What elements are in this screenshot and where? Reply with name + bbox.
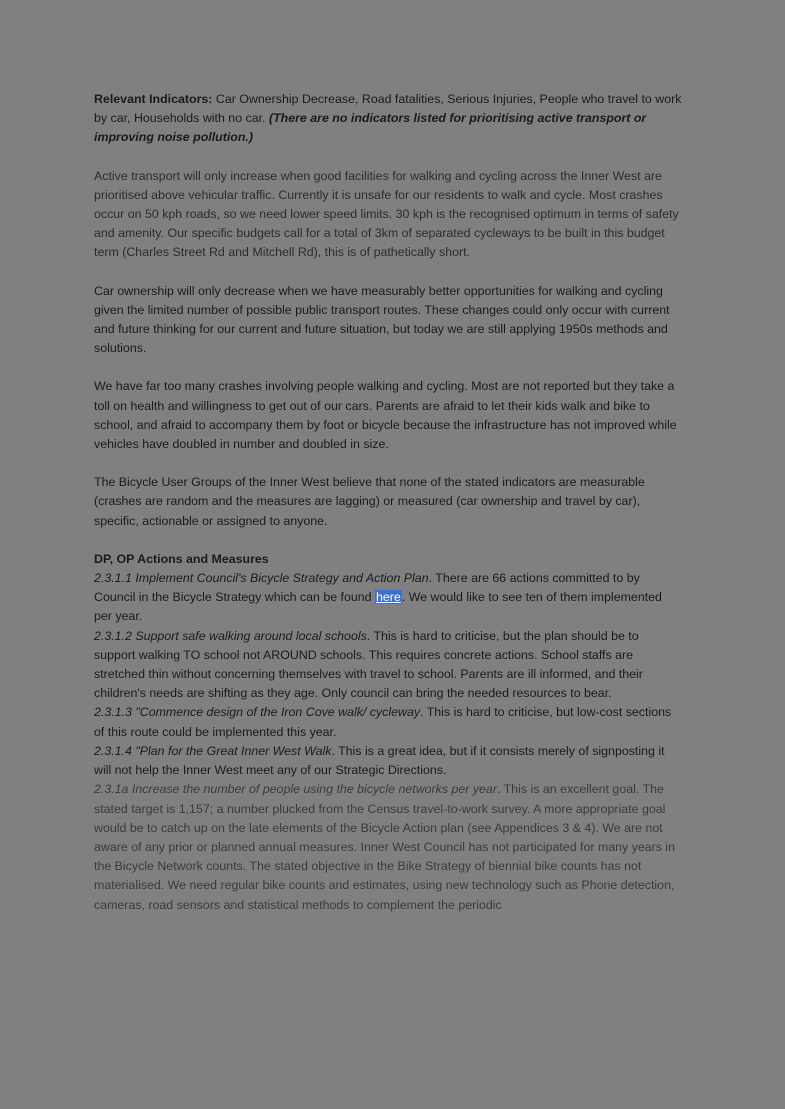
indicators-label: Relevant Indicators: — [94, 92, 213, 106]
action-title-5: Increase the number of people using the bicycle networks per year — [131, 782, 497, 797]
paragraph-bug-statement-text: The Bicycle User Groups of the Inner West believe that none of the stated indicators are measurable (crashes are random and the measures are lagging) or measured (car ownership and travel by car), specific, actionable or assigned to anyone. — [94, 475, 645, 528]
action-number-4: 2.3.1.4 — [94, 743, 132, 758]
action-item-2-3-1a — [94, 780, 682, 914]
paragraph-active-transport-text: Active transport will only increase when good facilities for walking and cycling across the Inner West are prioritised above vehicular traffic. Currently it is unsafe for our residents to walk and cycle. Most crashes occur on 50 kph roads, so we need lower speed limits. 30 kph is the recognised optimum in terms of safety and amenity. Our specific budgets call for a total of 3km of separated cycleways to be built in this budget term (Charles Street Rd and Mitchell Rd), this is of pathetically short. — [94, 168, 679, 260]
action-number-2: 2.3.1.2 — [94, 628, 132, 643]
action-item-2-3-1-4 — [94, 742, 682, 780]
paragraph-car-ownership-text: Car ownership will only decrease when we have measurably better opportunities for walking and cycling given the limited number of possible public transport routes. These changes could only occur with current and future thinking for our current and future situation, but today we are still applying 1950s methods and solutions. — [94, 283, 670, 356]
action-body-2: . This is hard to criticise, but the plan should be to support walking TO school not AROUND schools. This requires concrete actions. School staffs are stretched thin without concerning themselves with travel to school. Parents are ill informed, and their children's needs are shifting as they age. Only council can bring the needed resources to bear. — [94, 628, 643, 701]
action-body-3: . This is hard to criticise, but low-cost sections of this route could be implemented this year. — [94, 705, 672, 739]
action-item-2-3-1-3 — [94, 703, 682, 741]
action-title-2: Support safe walking around local schools — [135, 628, 367, 643]
action-title-3: "Commence design of the Iron Cove walk/ cycleway — [135, 705, 421, 720]
section-heading-dp-op: DP, OP Actions and Measures — [94, 551, 269, 566]
action-number-3: 2.3.1.3 — [94, 705, 132, 720]
document-body — [94, 90, 682, 915]
paragraph-crashes-text: We have far too many crashes involving people walking and cycling. Most are not reported but they take a toll on health and willingness to get out of our cars. Parents are afraid to let their kids walk and bike to school, and afraid to accompany them by foot or bicycle because the infrastructure has not improved while vehicles have doubled in number and doubled in size. — [94, 379, 677, 452]
indicators-note: (There are no indicators listed for prioritising active transport or improving noise pollution.) — [94, 111, 647, 145]
paragraph-crashes — [94, 377, 682, 454]
paragraph-relevant-indicators — [94, 90, 682, 148]
indicators-list: Car Ownership Decrease, Road fatalities, Serious Injuries, People who travel to work by car, Households with no car. — [94, 92, 682, 126]
action-number-1: 2.3.1.1 — [94, 571, 132, 586]
action-item-2-3-1-1 — [94, 569, 682, 627]
action-body-1b: . We would like to see ten of them implemented per year. — [94, 590, 662, 624]
bicycle-strategy-link[interactable]: here — [376, 590, 401, 605]
action-body-4: . This is a great idea, but if it consists merely of signposting it will not help the Inner West meet any of our Strategic Directions. — [94, 743, 665, 778]
paragraph-bug-statement — [94, 473, 682, 531]
action-body-1a: . There are 66 actions committed to by Council in the Bicycle Strategy which can be found — [94, 571, 640, 605]
paragraph-active-transport — [94, 167, 682, 263]
action-item-2-3-1-2 — [94, 627, 682, 704]
action-title-4: "Plan for the Great Inner West Walk — [135, 743, 332, 758]
action-body-5: . This is an excellent goal. The stated target is 1,157; a number plucked from the Census travel-to-work survey. A more appropriate goal would be to catch up on the late elements of the Bicycle Action plan (see Appendices 3 & 4). We are not aware of any prior or planned annual measures. Inner West Council has not participated for many years in the Bicycle Network counts. The stated objective in the Bike Strategy of biennial bike counts has not materialised. We need regular bike counts and estimates, using new technology such as Phone detection, cameras, road sensors and statistical methods to complement the periodic — [94, 782, 676, 912]
action-number-5: 2.3.1a — [94, 782, 129, 797]
paragraph-car-ownership — [94, 282, 682, 359]
action-title-1: Implement Council's Bicycle Strategy and Action Plan — [135, 571, 429, 586]
